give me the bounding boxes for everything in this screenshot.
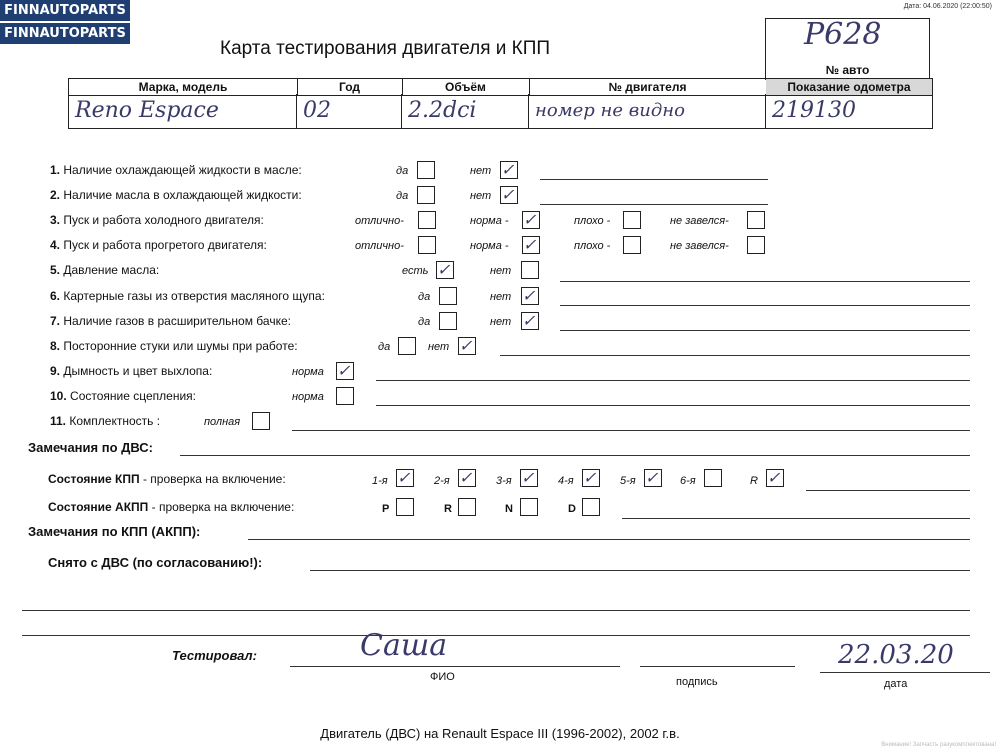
note-line xyxy=(310,570,970,571)
check-mark: ✓ xyxy=(645,468,659,487)
gear-label: 5-я xyxy=(620,475,636,487)
checkbox-q5-no[interactable] xyxy=(521,261,539,279)
question-number: 7. xyxy=(50,314,61,328)
check-mark: ✓ xyxy=(459,336,473,355)
option-label: нет xyxy=(490,316,512,328)
header-volume: Объём xyxy=(402,79,530,95)
option-label: да xyxy=(418,291,431,303)
header-brand: Марка, модель xyxy=(69,79,298,95)
check-mark: ✓ xyxy=(521,468,535,487)
option-label: норма - xyxy=(470,215,509,227)
check-mark: ✓ xyxy=(583,468,597,487)
akpp-row xyxy=(48,500,294,514)
checkbox-q7-no[interactable] xyxy=(521,312,539,330)
fio-label: ФИО xyxy=(430,671,455,683)
option-label: нет xyxy=(490,291,512,303)
gear-label: D xyxy=(568,503,576,515)
header-year: Год xyxy=(297,79,403,95)
value-volume[interactable]: 2.2dci xyxy=(402,94,529,128)
note-line xyxy=(376,380,970,381)
question-4 xyxy=(50,238,267,252)
check-mark: ✓ xyxy=(522,286,536,305)
check-mark: ✓ xyxy=(523,235,537,254)
checkbox-q1-no[interactable] xyxy=(500,161,518,179)
question-11 xyxy=(50,414,160,428)
checkbox-gear-3[interactable] xyxy=(520,469,538,487)
removed-label: Снято с ДВС (по согласованию!): xyxy=(48,555,263,570)
question-10 xyxy=(50,389,196,403)
brand-logo: FINNAUTOPARTS xyxy=(0,0,130,21)
value-brand[interactable]: Reno Espace xyxy=(69,94,297,128)
note-line xyxy=(376,405,970,406)
option-label: нет xyxy=(470,165,492,177)
question-number: 2. xyxy=(50,188,61,202)
option-label: да xyxy=(396,190,409,202)
checkbox-akpp-n[interactable] xyxy=(520,498,538,516)
gear-label: 1-я xyxy=(372,475,388,487)
tester-signature[interactable]: Саша xyxy=(360,628,448,663)
table-values xyxy=(68,94,933,129)
option-label: норма xyxy=(292,391,324,403)
check-mark: ✓ xyxy=(337,361,351,380)
question-3 xyxy=(50,213,264,227)
checkbox-q3-bad[interactable] xyxy=(623,211,641,229)
checkbox-gear-6[interactable] xyxy=(704,469,722,487)
watermark: Внимание! Запчасть разукомплектована! xyxy=(881,742,996,748)
value-year[interactable]: 02 xyxy=(297,94,402,128)
note-line xyxy=(560,281,970,282)
check-mark: ✓ xyxy=(522,311,536,330)
note-line xyxy=(292,430,970,431)
checkbox-q7-yes[interactable] xyxy=(439,312,457,330)
note-line xyxy=(180,455,970,456)
option-label: норма xyxy=(292,366,324,378)
remarks-kpp-label: Замечания по КПП (АКПП): xyxy=(28,524,201,539)
checkbox-gear-4[interactable] xyxy=(582,469,600,487)
tested-label: Тестировал: xyxy=(172,648,257,663)
checkbox-q2-no[interactable] xyxy=(500,186,518,204)
sign-line xyxy=(640,666,795,667)
option-label: не завелся- xyxy=(670,240,729,252)
auto-number-box xyxy=(765,18,930,80)
note-line xyxy=(22,635,970,636)
checkbox-q3-excellent[interactable] xyxy=(418,211,436,229)
checkbox-gear-2[interactable] xyxy=(458,469,476,487)
checkbox-q5-yes[interactable] xyxy=(436,261,454,279)
checkbox-gear-1[interactable] xyxy=(396,469,414,487)
checkbox-akpp-d[interactable] xyxy=(582,498,600,516)
option-label: нет xyxy=(470,190,492,202)
question-2 xyxy=(50,188,302,202)
checkbox-q1-yes[interactable] xyxy=(417,161,435,179)
question-5 xyxy=(50,263,159,277)
question-text: Пуск и работа прогретого двигателя: xyxy=(63,238,267,252)
question-number: 9. xyxy=(50,364,61,378)
kpp-label: Состояние КПП xyxy=(48,472,140,486)
date-label: дата xyxy=(884,678,908,690)
option-label: да xyxy=(418,316,431,328)
question-number: 4. xyxy=(50,238,61,252)
checkbox-q4-no-start[interactable] xyxy=(747,236,765,254)
note-line xyxy=(540,204,768,205)
note-line xyxy=(560,305,970,306)
auto-number-label: № авто xyxy=(825,63,870,77)
checkbox-akpp-p[interactable] xyxy=(396,498,414,516)
kpp-suffix: - проверка на включение: xyxy=(142,472,286,486)
question-number: 8. xyxy=(50,339,61,353)
checkbox-q6-no[interactable] xyxy=(521,287,539,305)
page-title: Карта тестирования двигателя и КПП xyxy=(220,38,551,59)
gear-label: R xyxy=(750,475,758,487)
akpp-label: Состояние АКПП xyxy=(48,500,149,514)
question-8 xyxy=(50,339,298,353)
note-line xyxy=(22,610,970,611)
question-text: Посторонние стуки или шумы при работе: xyxy=(63,339,298,353)
option-label: нет xyxy=(490,265,512,277)
tested-date-value[interactable]: 22.03.20 xyxy=(838,640,954,670)
option-label: отлично- xyxy=(355,240,404,252)
option-label: нет xyxy=(428,341,450,353)
date-stamp: Дата: 04.06.2020 (22:00:50) xyxy=(903,3,992,10)
checkbox-gear-5[interactable] xyxy=(644,469,662,487)
auto-number-value: Р628 xyxy=(804,17,882,52)
check-mark: ✓ xyxy=(459,468,473,487)
check-mark: ✓ xyxy=(437,260,451,279)
checkbox-q4-excellent[interactable] xyxy=(418,236,436,254)
question-text: Состояние сцепления: xyxy=(70,389,196,403)
gear-label: R xyxy=(444,503,452,515)
checkbox-q6-yes[interactable] xyxy=(439,287,457,305)
akpp-suffix: - проверка на включение: xyxy=(151,500,295,514)
checkbox-q11-complete[interactable] xyxy=(252,412,270,430)
note-line xyxy=(806,490,970,491)
question-text: Картерные газы из отверстия масляного щупа: xyxy=(63,289,325,303)
check-mark: ✓ xyxy=(397,468,411,487)
option-label: плохо - xyxy=(574,215,611,227)
value-odometer[interactable]: 219130 xyxy=(772,98,856,123)
question-7 xyxy=(50,314,291,328)
question-text: Дымность и цвет выхлопа: xyxy=(63,364,213,378)
checkbox-gear-r[interactable] xyxy=(766,469,784,487)
brand-logo-secondary: FINNAUTOPARTS xyxy=(0,23,130,44)
checkbox-q4-bad[interactable] xyxy=(623,236,641,254)
option-label: есть xyxy=(402,265,429,277)
check-mark: ✓ xyxy=(501,185,515,204)
date-line xyxy=(820,672,990,673)
option-label: отлично- xyxy=(355,215,404,227)
gear-label: 6-я xyxy=(680,475,696,487)
header-engine-no: № двигателя xyxy=(529,79,767,95)
note-line xyxy=(540,179,768,180)
question-number: 3. xyxy=(50,213,61,227)
question-text: Комплектность : xyxy=(69,414,161,428)
remarks-dvs-label: Замечания по ДВС: xyxy=(28,440,153,455)
sign-label: подпись xyxy=(676,676,718,688)
question-text: Давление масла: xyxy=(63,263,160,277)
question-number: 5. xyxy=(50,263,61,277)
check-mark: ✓ xyxy=(767,468,781,487)
checkbox-q3-no-start[interactable] xyxy=(747,211,765,229)
option-label: плохо - xyxy=(574,240,611,252)
option-label: норма - xyxy=(470,240,509,252)
checkbox-q4-normal[interactable] xyxy=(522,236,540,254)
question-number: 10. xyxy=(50,389,67,403)
option-label: не завелся- xyxy=(670,215,729,227)
checkbox-q8-no[interactable] xyxy=(458,337,476,355)
option-label: полная xyxy=(204,416,241,428)
question-9 xyxy=(50,364,212,378)
question-text: Наличие охлаждающей жидкости в масле: xyxy=(63,163,302,177)
kpp-row xyxy=(48,472,286,486)
check-mark: ✓ xyxy=(523,210,537,229)
checkbox-akpp-r[interactable] xyxy=(458,498,476,516)
fio-line xyxy=(290,666,620,667)
checkbox-q8-yes[interactable] xyxy=(398,337,416,355)
question-number: 1. xyxy=(50,163,61,177)
note-line xyxy=(248,539,970,540)
note-line xyxy=(560,330,970,331)
note-line xyxy=(622,518,970,519)
question-number: 11. xyxy=(50,414,67,428)
option-label: да xyxy=(378,341,391,353)
checkbox-q10-normal[interactable] xyxy=(336,387,354,405)
gear-label: 4-я xyxy=(558,475,574,487)
question-number: 6. xyxy=(50,289,61,303)
question-1 xyxy=(50,163,302,177)
checkbox-q3-normal[interactable] xyxy=(522,211,540,229)
photo-caption: Двигатель (ДВС) на Renault Espace III (1996-2002), 2002 г.в. xyxy=(320,726,680,741)
check-mark: ✓ xyxy=(501,160,515,179)
gear-label: P xyxy=(382,503,390,515)
note-line xyxy=(500,355,970,356)
question-text: Наличие масла в охлаждающей жидкости: xyxy=(63,188,302,202)
checkbox-q9-normal[interactable] xyxy=(336,362,354,380)
checkbox-q2-yes[interactable] xyxy=(417,186,435,204)
gear-label: N xyxy=(505,503,513,515)
option-label: да xyxy=(396,165,409,177)
question-text: Наличие газов в расширительном бачке: xyxy=(63,314,291,328)
gear-label: 2-я xyxy=(434,475,450,487)
question-text: Пуск и работа холодного двигателя: xyxy=(63,213,264,227)
header-odometer: Показание одометра xyxy=(766,79,932,95)
gear-label: 3-я xyxy=(496,475,512,487)
question-6 xyxy=(50,289,325,303)
value-engine-no[interactable]: номер не видно xyxy=(529,94,766,128)
